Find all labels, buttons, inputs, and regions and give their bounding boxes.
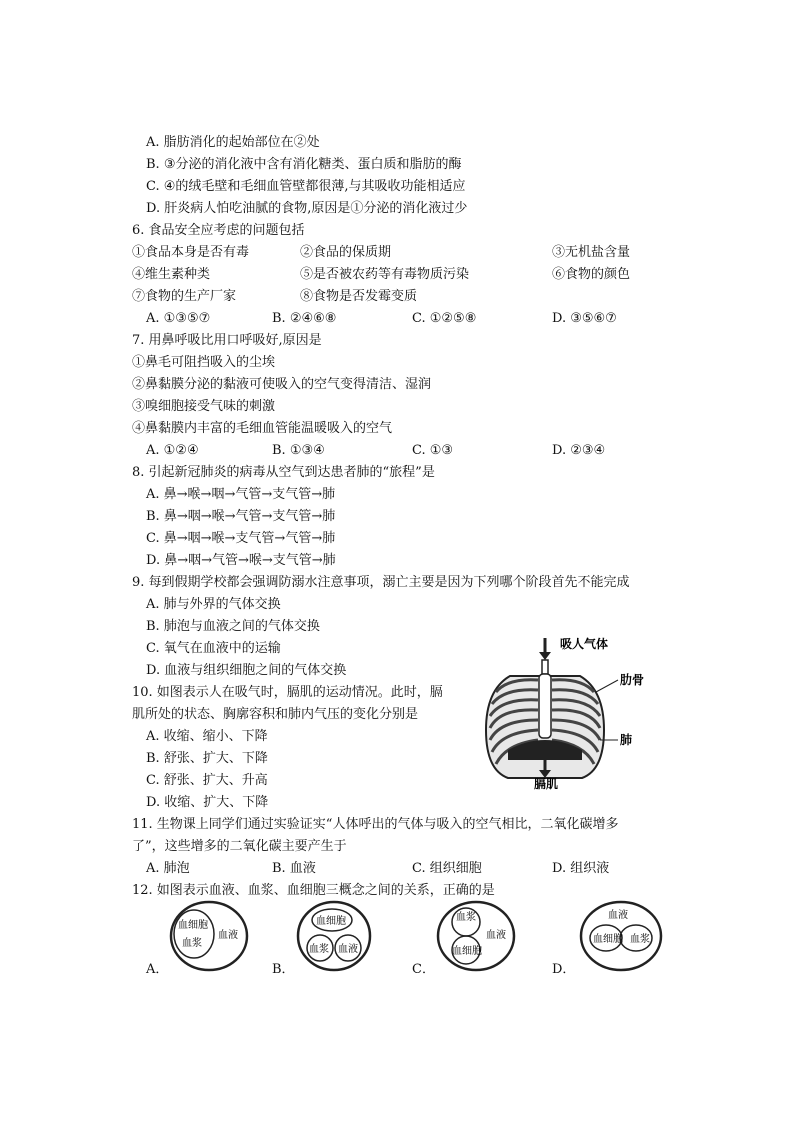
q6-item-2: ②食品的保质期 [300, 245, 392, 260]
q9-option-a: A. 肺与外界的气体交换 [146, 597, 281, 612]
diagram-b-cells: 血细胞 [316, 916, 346, 927]
trachea [542, 660, 548, 674]
q12-option-d-letter: D． [552, 962, 576, 977]
q8-option-a: A. 鼻→喉→咽→气管→支气管→肺 [146, 487, 336, 502]
q5-option-c: C. ④的绒毛壁和毛细血管壁都很薄,与其吸收功能相适应 [146, 179, 466, 194]
diagram-b-plasma: 血浆 [309, 944, 329, 955]
q12-diagram-b [294, 898, 374, 974]
diagram-d-cells: 血细胞 [593, 934, 623, 945]
q9-option-c: C. 氧气在血液中的运输 [146, 641, 281, 656]
q6-item-1: ①食品本身是否有毒 [132, 245, 250, 260]
diagram-b-blood: 血液 [338, 944, 358, 955]
q7-item-3: ③嗅细胞接受气味的刺激 [132, 399, 276, 414]
q10-option-a: A. 收缩、缩小、下降 [146, 729, 268, 744]
q8-stem: 8. 引起新冠肺炎的病毒从空气到达患者肺的“旅程”是 [132, 465, 435, 480]
q10-option-b: B. 舒张、扩大、下降 [146, 751, 268, 766]
inhale-arrowhead [539, 652, 551, 660]
q12-option-c-letter: C． [412, 962, 435, 977]
q7-item-4: ④鼻黏膜内丰富的毛细血管能温暖吸入的空气 [132, 421, 393, 436]
diagram-d-blood: 血液 [608, 910, 628, 921]
diagram-d-plasma: 血浆 [630, 934, 650, 945]
q11-option-b: B. 血液 [272, 861, 316, 876]
diagram-c-plasma: 血浆 [456, 912, 476, 923]
q5-option-a: A. 脂肪消化的起始部位在②处 [146, 135, 320, 150]
q12-option-a-letter: A． [146, 962, 169, 977]
q6-item-7: ⑦食物的生产厂家 [132, 289, 237, 304]
diagram-c-blood: 血液 [486, 930, 506, 941]
q9-option-d: D. 血液与组织细胞之间的气体交换 [146, 663, 347, 678]
q6-option-c: C. ①②⑤⑧ [412, 311, 477, 326]
q12-option-b-letter: B． [272, 962, 295, 977]
q11-stem-line2: 了”，这些增多的二氧化碳主要产生于 [132, 839, 347, 854]
q8-option-b: B. 鼻→咽→喉→气管→支气管→肺 [146, 509, 336, 524]
q6-option-a: A. ①③⑤⑦ [146, 311, 211, 326]
q10-stem-line2: 肌所处的状态、胸廓容积和肺内气压的变化分别是 [132, 707, 419, 722]
q7-stem: 7. 用鼻呼吸比用口呼吸好,原因是 [132, 333, 322, 348]
q12-diagram-a [164, 898, 254, 974]
q5-option-d: D. 肝炎病人怕吃油腻的食物,原因是①分泌的消化液过少 [146, 201, 468, 216]
q12-diagram-d [576, 898, 666, 974]
diagram-b-outer [298, 902, 370, 970]
q6-item-8: ⑧食物是否发霉变质 [300, 289, 418, 304]
q6-item-4: ④维生素种类 [132, 267, 211, 282]
diagram-a-inner [174, 910, 214, 958]
q7-option-d: D. ②③④ [552, 443, 606, 458]
q6-item-5: ⑤是否被农药等有毒物质污染 [300, 267, 470, 282]
q6-option-b: B. ②④⑥⑧ [272, 311, 337, 326]
label-diaphragm: 膈肌 [534, 777, 559, 790]
q11-option-c: C. 组织细胞 [412, 861, 482, 876]
diagram-a-blood: 血液 [218, 930, 238, 941]
q8-option-c: C. 鼻→咽→喉→支气管→气管→肺 [146, 531, 336, 546]
q8-option-d: D. 鼻→咽→气管→喉→支气管→肺 [146, 553, 336, 568]
q12-diagram-c [434, 898, 518, 974]
q6-stem: 6. 食品安全应考虑的问题包括 [132, 223, 305, 238]
q7-option-a: A. ①②④ [146, 443, 199, 458]
q10-stem-line1: 10. 如图表示人在吸气时，膈肌的运动情况。此时，膈 [132, 685, 443, 700]
sternum [539, 674, 551, 738]
q7-option-c: C. ①③ [412, 443, 454, 458]
q6-item-3: ③无机盐含量 [552, 245, 631, 260]
diagram-c-cells: 血细胞 [452, 946, 482, 957]
diagram-a-plasma: 血浆 [182, 938, 202, 949]
q5-option-b: B. ③分泌的消化液中含有消化糖类、蛋白质和脂肪的酶 [146, 157, 462, 172]
diagram-a-cells: 血细胞 [178, 920, 208, 931]
q6-option-d: D. ③⑤⑥⑦ [552, 311, 617, 326]
label-lung: 肺 [620, 733, 633, 747]
label-inhale: 吸人气体 [560, 637, 609, 651]
ribcage-figure [478, 630, 678, 790]
q12-stem: 12. 如图表示血液、血浆、血细胞三概念之间的关系，正确的是 [132, 883, 495, 898]
q7-option-b: B. ①③④ [272, 443, 325, 458]
q11-stem-line1: 11. 生物课上同学们通过实验证实“人体呼出的气体与吸入的空气相比，二氧化碳增多 [132, 817, 619, 832]
q11-option-a: A. 肺泡 [146, 861, 190, 876]
q7-item-2: ②鼻黏膜分泌的黏液可使吸入的空气变得清洁、湿润 [132, 377, 432, 392]
label-rib: 肋骨 [620, 673, 645, 687]
q9-stem: 9. 每到假期学校都会强调防溺水注意事项，溺亡主要是因为下列哪个阶段首先不能完成 [132, 575, 630, 590]
q9-option-b: B. 肺泡与血液之间的气体交换 [146, 619, 320, 634]
rib-pointer [596, 680, 618, 692]
q10-option-c: C. 舒张、扩大、升高 [146, 773, 268, 788]
q10-option-d: D. 收缩、扩大、下降 [146, 795, 269, 810]
q11-option-d: D. 组织液 [552, 861, 610, 876]
q7-item-1: ①鼻毛可阻挡吸入的尘埃 [132, 355, 276, 370]
q6-item-6: ⑥食物的颜色 [552, 267, 631, 282]
